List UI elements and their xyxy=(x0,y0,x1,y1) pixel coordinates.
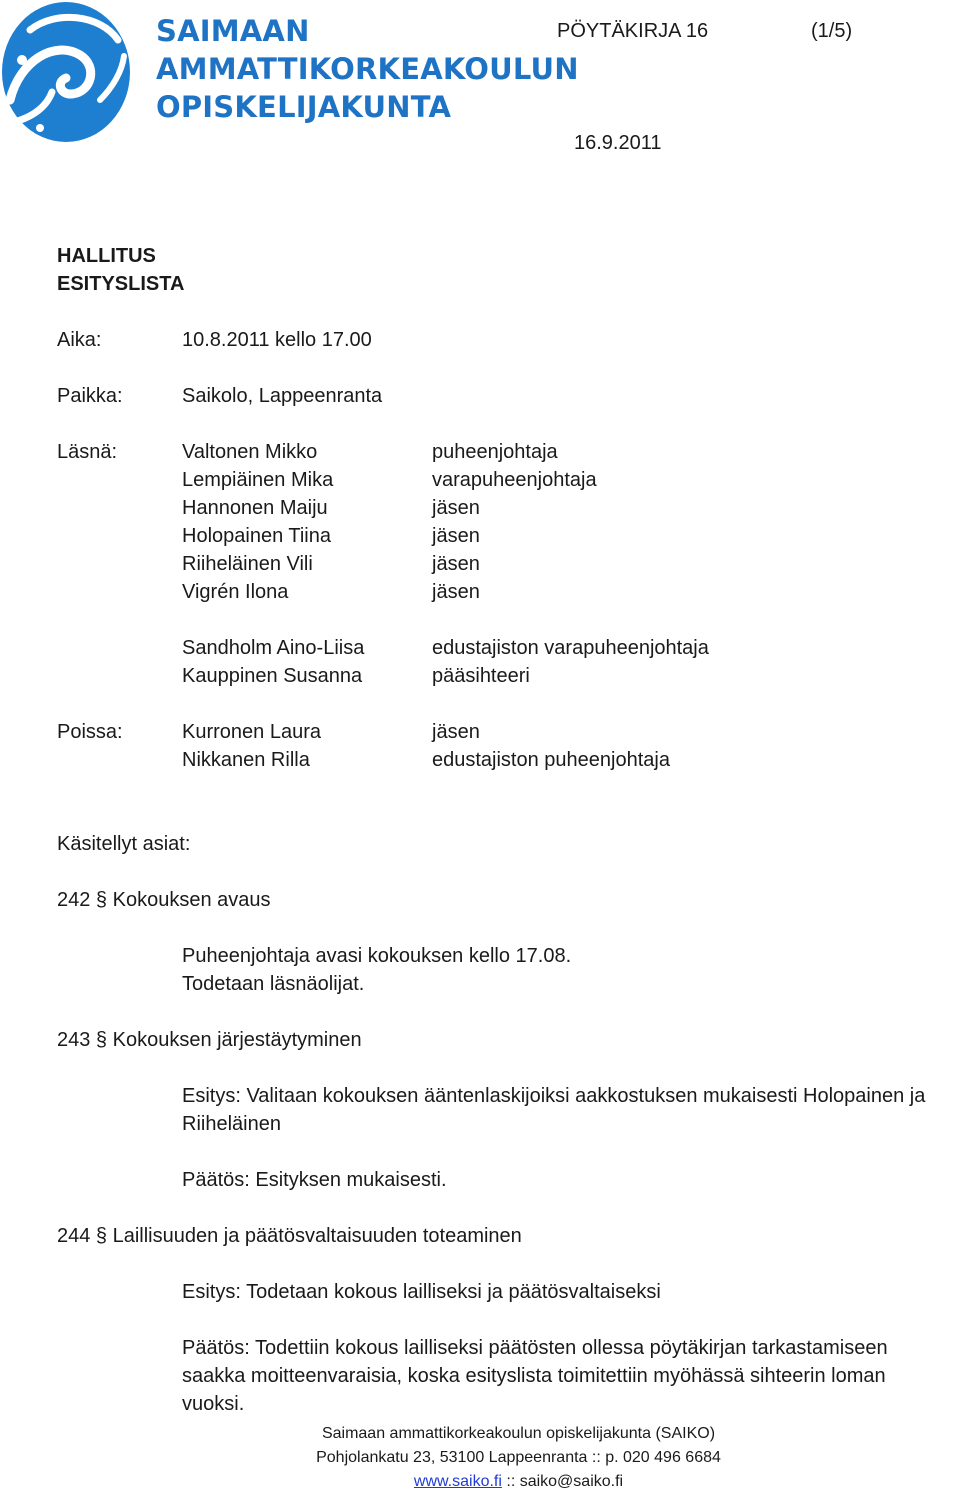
attendee-role: varapuheenjohtaja xyxy=(432,469,597,491)
attendee-role: jäsen xyxy=(432,525,480,547)
attendee-role: edustajiston varapuheenjohtaja xyxy=(432,637,709,659)
attendee-role: jäsen xyxy=(432,553,480,575)
present-label: Läsnä: xyxy=(57,441,118,463)
email-address[interactable]: saiko@saiko.fi xyxy=(519,1473,624,1490)
agenda-heading: Käsitellyt asiat: xyxy=(57,833,191,855)
place-value: Saikolo, Lappeenranta xyxy=(182,385,383,407)
agenda-item-title: 242 § Kokouksen avaus xyxy=(57,889,271,911)
agenda-item-title: 243 § Kokouksen järjestäytyminen xyxy=(57,1029,362,1051)
document-date: 16.9.2011 xyxy=(574,132,662,154)
website-link[interactable]: www.saiko.fi xyxy=(413,1473,502,1490)
footer-contact xyxy=(0,1470,960,1494)
agenda-item-text: saakka moitteenvaraisia, koska esityslista toimitettiin myöhässä sihteerin loman xyxy=(182,1365,886,1387)
attendee-name: Vigrén Ilona xyxy=(182,581,289,603)
agenda-item-text: Esitys: Todetaan kokous lailliseksi ja päätösvaltaiseksi xyxy=(182,1281,661,1303)
attendee-name: Kauppinen Susanna xyxy=(182,665,363,687)
absentee-name: Nikkanen Rilla xyxy=(182,749,310,771)
agenda-item-text: Päätös: Esityksen mukaisesti. xyxy=(182,1169,447,1191)
org-name-line: OPISKELIJAKUNTA xyxy=(156,90,452,124)
footer-address: Pohjolankatu 23, 53100 Lappeenranta :: p. 020 496 6684 xyxy=(316,1449,721,1466)
organization-name xyxy=(156,12,579,126)
attendee-role: jäsen xyxy=(432,581,480,603)
attendee-name: Riiheläinen Vili xyxy=(182,553,313,575)
attendee-role: puheenjohtaja xyxy=(432,441,558,463)
document-title: HALLITUS xyxy=(57,245,156,267)
place-label: Paikka: xyxy=(57,385,123,407)
attendee-name: Hannonen Maiju xyxy=(182,497,328,519)
time-label: Aika: xyxy=(57,329,102,351)
attendee-name: Lempiäinen Mika xyxy=(182,469,334,491)
org-name-line: AMMATTIKORKEAKOULUN xyxy=(156,52,579,86)
agenda-item-text: vuoksi. xyxy=(182,1393,245,1415)
footer-separator: :: xyxy=(501,1473,520,1490)
saiko-wave-logo-icon xyxy=(0,0,132,144)
org-name-line: SAIMAAN xyxy=(156,14,310,48)
agenda-item-text: Riiheläinen xyxy=(182,1113,281,1135)
agenda-item-text: Puheenjohtaja avasi kokouksen kello 17.08. xyxy=(182,945,572,967)
attendee-name: Valtonen Mikko xyxy=(182,441,318,463)
attendee-name: Holopainen Tiina xyxy=(182,525,331,547)
agenda-item-text: Päätös: Todettiin kokous lailliseksi päätösten ollessa pöytäkirjan tarkastamiseen xyxy=(182,1337,888,1359)
absentee-name: Kurronen Laura xyxy=(182,721,321,743)
time-value: 10.8.2011 kello 17.00 xyxy=(182,329,372,351)
absentee-role: edustajiston puheenjohtaja xyxy=(432,749,670,771)
absent-label: Poissa: xyxy=(57,721,123,743)
attendee-name: Sandholm Aino-Liisa xyxy=(182,637,365,659)
document-subtitle: ESITYSLISTA xyxy=(57,273,185,295)
attendee-role: pääsihteeri xyxy=(432,665,530,687)
document-type: PÖYTÄKIRJA 16 xyxy=(557,20,709,42)
attendee-role: jäsen xyxy=(432,497,480,519)
agenda-item-text: Esitys: Valitaan kokouksen ääntenlaskijoiksi aakkostuksen mukaisesti Holopainen ja xyxy=(182,1085,926,1107)
agenda-item-title: 244 § Laillisuuden ja päätösvaltaisuuden toteaminen xyxy=(57,1225,522,1247)
footer-organization: Saimaan ammattikorkeakoulun opiskelijakunta (SAIKO) xyxy=(321,1425,716,1442)
page-indicator: (1/5) xyxy=(811,20,853,42)
absentee-role: jäsen xyxy=(432,721,480,743)
agenda-item-text: Todetaan läsnäolijat. xyxy=(182,973,365,995)
